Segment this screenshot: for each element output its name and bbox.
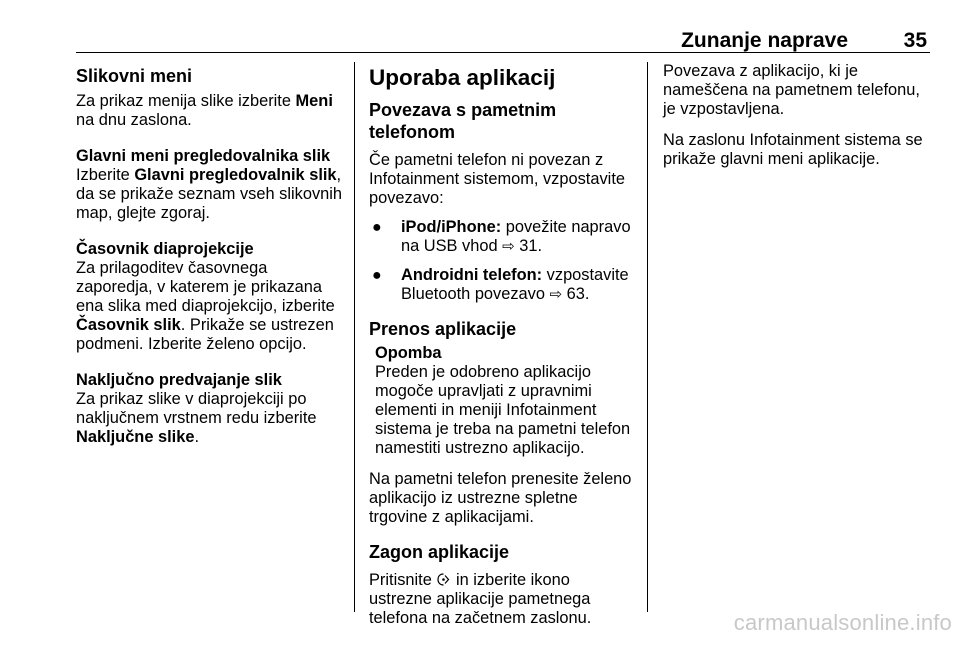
watermark-text: carmanualsonline.info: [733, 610, 952, 635]
paragraph-app-start: Pritisnite in izberite ikono ustrezne aplikacije pametnega telefona na začetnem zaslonu.: [369, 571, 592, 627]
subsection-title-phone-connection: Povezava s pametnim telefonom: [369, 100, 557, 142]
page-reference-arrow-icon: ⇨: [502, 238, 515, 255]
paragraph-shuffle: Za prikaz slike v diaprojekciji po naključnem vrstnem redu izberite Naključne slike.: [76, 390, 317, 446]
paragraph-app-connected: Povezava z aplikacijo, ki je nameščena na pametnem telefonu, je vzpostavljena.: [663, 62, 920, 118]
note-text: Preden je odobreno aplikacijo mogoče upravljati z upravnimi elementi in meniji Infotainment sistema je treba na pametni telefon namestiti ustrezno aplikacijo.: [375, 363, 631, 457]
paragraph-main-menu: Izberite Glavni pregledovalnik slik, da se prikaže seznam vseh slikovnih map, glejte zgoraj.: [76, 166, 343, 222]
bullet-icon: ●: [372, 267, 382, 284]
column-divider-1: [354, 62, 355, 612]
paragraph-app-main-menu: Na zaslonu Infotainment sistema se prikaže glavni meni aplikacije.: [663, 131, 923, 168]
page-header-title: Zunanje naprave: [681, 29, 848, 52]
list-item: ● Androidni telefon: vzpostavite Bluetooth povezavo ⇨ 63.: [369, 266, 635, 304]
page-reference-arrow-icon: ⇨: [549, 286, 563, 303]
subsection-title-app-start: Zagon aplikacije: [369, 542, 510, 562]
subsection-title-slideshow-timer: Časovnik diaprojekcije: [76, 240, 254, 258]
note-box: [375, 344, 635, 458]
column-left: [76, 62, 344, 464]
paragraph-app-download: Na pametni telefon prenesite želeno aplikacijo iz ustrezne spletne trgovine z aplikacijami.: [369, 470, 632, 526]
column-middle: [369, 62, 635, 645]
subsection-title-app-download: Prenos aplikacije: [369, 319, 517, 339]
section-title-apps: Uporaba aplikacij: [369, 65, 556, 90]
page-number: 35: [903, 29, 927, 52]
header-rule: [76, 52, 930, 53]
section-title-image-menu: Slikovni meni: [76, 66, 193, 86]
paragraph-slideshow-timer: Za prilagoditev časovnega zaporedja, v katerem je prikazana ena slika med diaprojekcijo, izberite Časovnik slik. Prikaže se ustrezen podmeni. Izberite želeno opcijo.: [76, 259, 335, 353]
column-divider-2: [647, 62, 648, 612]
paragraph-phone-connection: Če pametni telefon ni povezan z Infotainment sistemom, vzpostavite povezavo:: [369, 151, 625, 207]
column-right: [663, 62, 933, 186]
subsection-title-main-menu: Glavni meni pregledovalnika slik: [76, 147, 331, 165]
paragraph-image-menu: Za prikaz menija slike izberite Meni na dnu zaslona.: [76, 92, 333, 129]
subsection-title-shuffle: Naključno predvajanje slik: [76, 371, 282, 389]
list-item: ● iPod/iPhone: povežite napravo na USB vhod ⇨ 31.: [369, 218, 635, 256]
home-button-icon: [436, 571, 451, 590]
note-title: Opomba: [375, 344, 442, 362]
bullet-icon: ●: [372, 219, 382, 236]
